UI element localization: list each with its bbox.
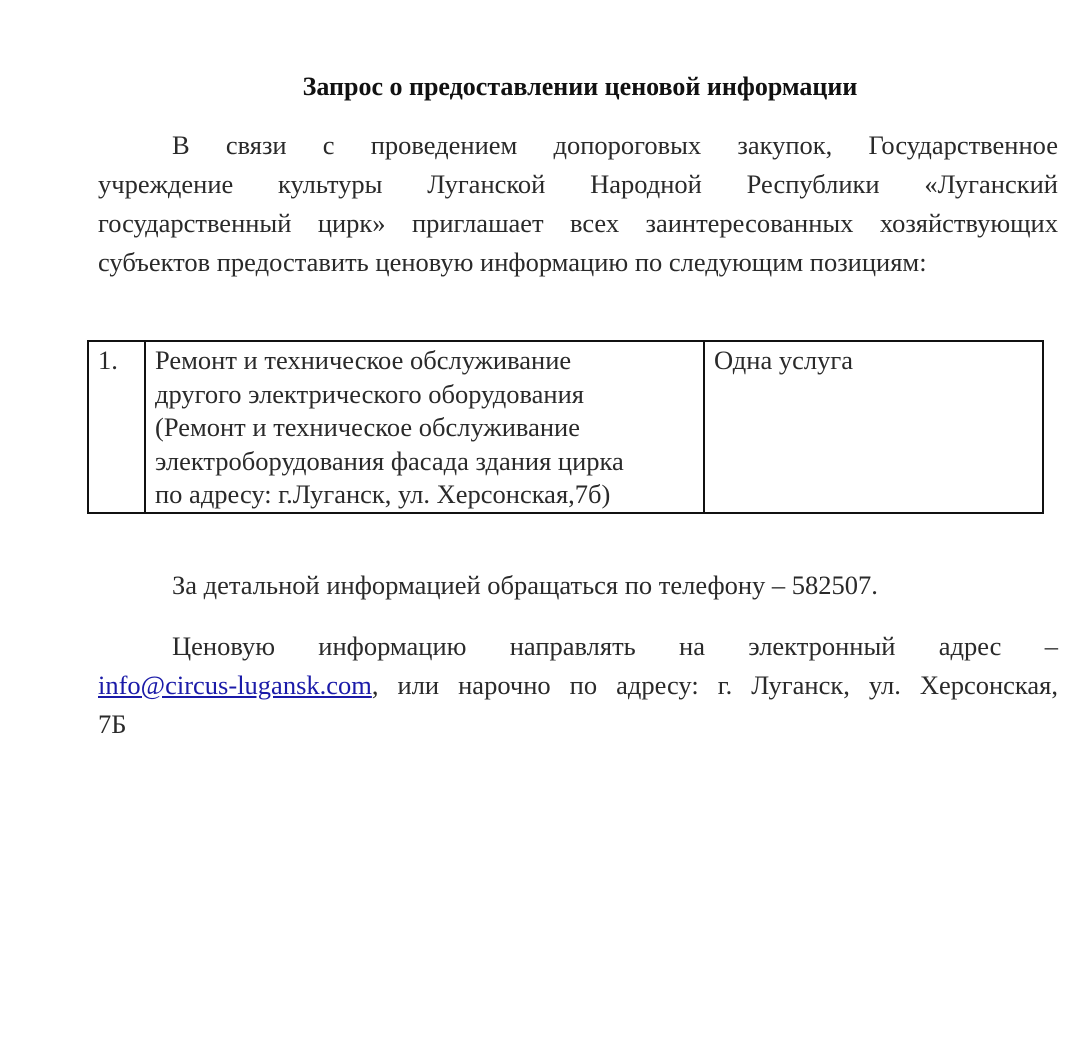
intro-paragraph — [98, 126, 1058, 282]
address-text: , или нарочно по адресу: г. Луганск, ул. Херсонская, — [371, 670, 1058, 700]
intro-line: государственный цирк» приглашает всех заинтересованных хозяйствующих — [98, 208, 1058, 238]
email-paragraph — [98, 627, 1058, 744]
table-row — [88, 341, 1043, 513]
email-line-2 — [98, 666, 1058, 705]
item-description-line: (Ремонт и техническое обслуживание — [155, 412, 580, 442]
item-description-line: Ремонт и техническое обслуживание — [155, 345, 572, 375]
items-table — [87, 340, 1044, 514]
email-line-1: Ценовую информацию направлять на электронный адрес – — [172, 631, 1058, 661]
item-number: 1. — [88, 341, 145, 513]
item-description-line: другого электрического оборудования — [155, 378, 584, 409]
intro-line: учреждение культуры Луганской Народной Республики «Луганский — [98, 169, 1058, 199]
item-description-line: по адресу: г.Луганск, ул. Херсонская,7б) — [155, 479, 611, 509]
item-quantity: Одна услуга — [704, 341, 1043, 513]
intro-line: В связи с проведением допороговых закупок, Государственное — [172, 130, 1058, 160]
intro-line: субъектов предоставить ценовую информацию по следующим позициям: — [98, 247, 927, 277]
item-description — [145, 341, 704, 513]
email-link[interactable]: info@circus-lugansk.com — [98, 670, 372, 700]
document-title: Запрос о предоставлении ценовой информации — [302, 72, 858, 101]
phone-text: За детальной информацией обращаться по телефону – 582507. — [172, 570, 878, 600]
email-line-3: 7Б — [98, 709, 127, 739]
phone-paragraph — [98, 566, 1058, 605]
item-description-line: электроборудования фасада здания цирка — [155, 445, 624, 476]
